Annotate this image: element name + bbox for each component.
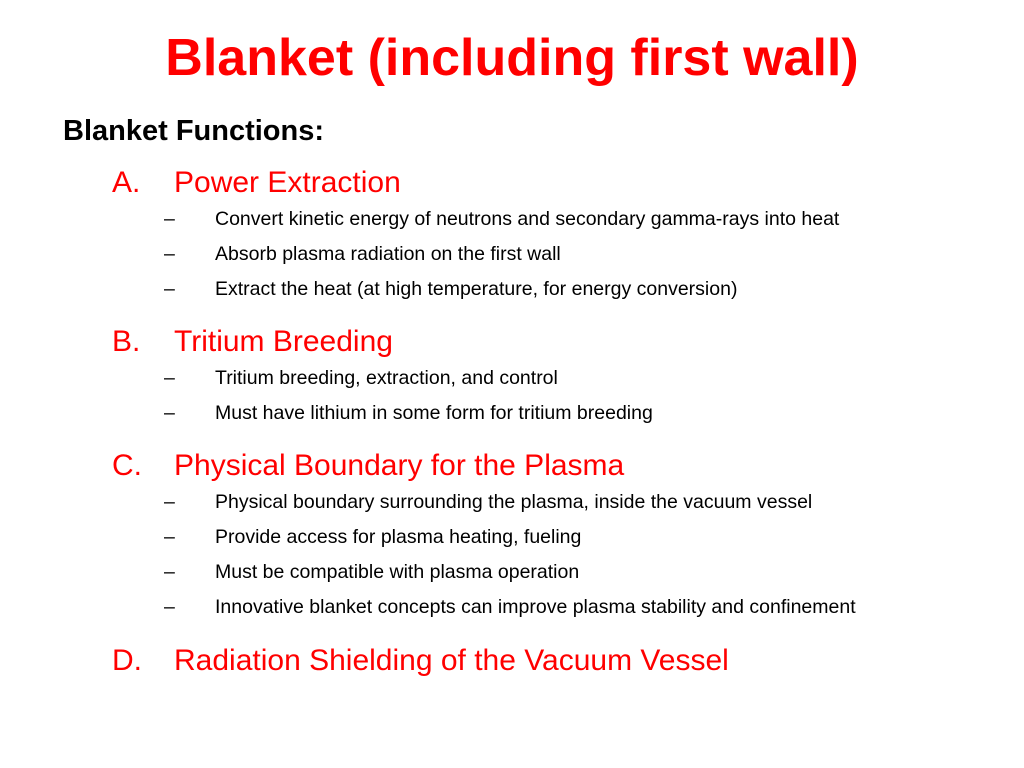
section-power-extraction <box>112 165 992 310</box>
bullet-item <box>112 364 992 399</box>
section-radiation-shielding <box>112 643 992 679</box>
bullet-text: Innovative blanket concepts can improve plasma stability and confinement <box>215 596 856 618</box>
dash-bullet-icon: – <box>164 402 175 424</box>
section-letter: A. <box>112 166 141 199</box>
section-heading <box>112 643 992 679</box>
dash-bullet-icon: – <box>164 243 175 265</box>
bullet-item <box>112 205 992 240</box>
dash-bullet-icon: – <box>164 367 175 389</box>
bullet-list <box>112 488 992 628</box>
section-heading <box>112 165 992 201</box>
dash-bullet-icon: – <box>164 208 175 230</box>
bullet-text: Extract the heat (at high temperature, for energy conversion) <box>215 278 738 300</box>
bullet-item <box>112 523 992 558</box>
dash-bullet-icon: – <box>164 561 175 583</box>
section-letter: B. <box>112 325 141 358</box>
bullet-item <box>112 558 992 593</box>
bullet-item <box>112 275 992 310</box>
bullet-item <box>112 240 992 275</box>
bullet-text: Absorb plasma radiation on the first wall <box>215 243 561 265</box>
section-physical-boundary <box>112 448 992 628</box>
bullet-text: Must have lithium in some form for tritium breeding <box>215 402 653 424</box>
bullet-text: Provide access for plasma heating, fueling <box>215 526 582 548</box>
dash-bullet-icon: – <box>164 596 175 618</box>
section-tritium-breeding <box>112 324 992 434</box>
section-heading <box>112 324 992 360</box>
section-label: Tritium Breeding <box>174 325 393 358</box>
bullet-item <box>112 593 992 628</box>
section-heading <box>112 448 992 484</box>
section-label: Power Extraction <box>174 166 401 199</box>
bullet-item <box>112 488 992 523</box>
section-label: Physical Boundary for the Plasma <box>174 449 625 482</box>
bullet-text: Tritium breeding, extraction, and control <box>215 367 558 389</box>
bullet-list <box>112 205 992 310</box>
bullet-text: Convert kinetic energy of neutrons and secondary gamma-rays into heat <box>215 208 840 230</box>
bullet-text: Physical boundary surrounding the plasma, inside the vacuum vessel <box>215 491 813 513</box>
bullet-text: Must be compatible with plasma operation <box>215 561 580 583</box>
bullet-list <box>112 364 992 434</box>
section-letter: C. <box>112 449 142 482</box>
bullet-item <box>112 399 992 434</box>
dash-bullet-icon: – <box>164 491 175 513</box>
section-label: Radiation Shielding of the Vacuum Vessel <box>174 644 729 677</box>
dash-bullet-icon: – <box>164 526 175 548</box>
section-letter: D. <box>112 644 142 677</box>
slide-subtitle: Blanket Functions: <box>63 115 325 147</box>
slide-title: Blanket (including first wall) <box>165 29 859 87</box>
dash-bullet-icon: – <box>164 278 175 300</box>
